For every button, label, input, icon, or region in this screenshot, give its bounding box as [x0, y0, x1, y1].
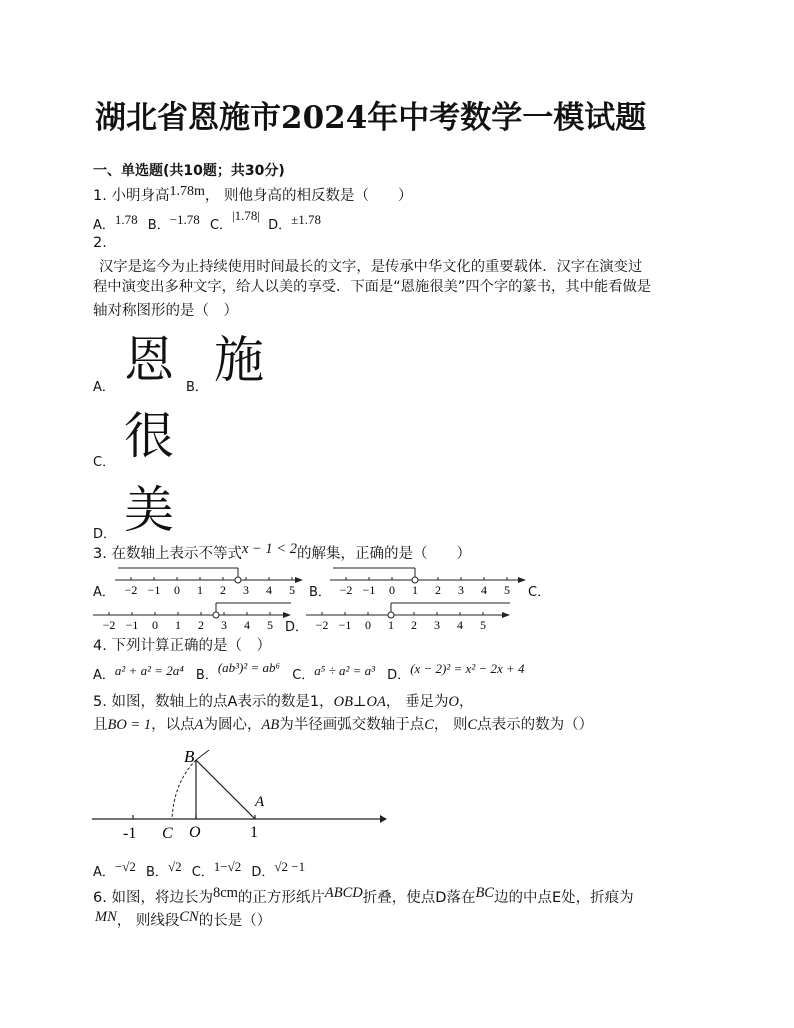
number-line-tick-label: 1 [388, 618, 394, 632]
number-line-tick-label: −2 [124, 583, 138, 596]
q5-line1-b: ， 垂足为 [385, 694, 449, 710]
q4-opt-b: (ab³)² = ab⁶ [217, 660, 281, 675]
q5-opt-b-label: B． [146, 865, 168, 880]
number-line-tick-label: −1 [338, 618, 352, 632]
q2-opt-b-label: B． [186, 380, 208, 395]
q5-line2-f: 点表示的数为（） [477, 717, 594, 733]
question-4-options [93, 660, 525, 683]
question-5-line-1 [93, 690, 473, 711]
q2-line-1: 汉字是迄今为止持续使用时间最长的文字，是传承中华文化的重要载体．汉字在演变过 [99, 259, 643, 275]
q1-opt-c: |1.78| [232, 208, 260, 223]
q5-opt-c-label: C． [191, 865, 214, 880]
q5-opt-c: 1−√2 [213, 859, 242, 874]
q4-opt-d-label: D． [387, 668, 411, 683]
q5-label-neg1: -1 [123, 825, 137, 842]
number-line-tick-label: 2 [220, 583, 226, 596]
q5-opt-a: −√2 [114, 859, 136, 874]
q4-stem: 4. 下列计算正确的是（ ） [93, 638, 271, 654]
q6-mn: MN [95, 909, 117, 925]
q3-opt-b-label: B． [309, 585, 331, 600]
q3-opt-d-label: D． [285, 620, 309, 635]
q6-text-e: ， 则线段 [116, 913, 180, 929]
number-line-tick-label: −1 [125, 618, 139, 632]
number-line-tick-label: 3 [243, 583, 249, 596]
number-line-tick-label: −2 [315, 618, 329, 632]
question-5-options [93, 861, 305, 880]
q5-line2-d: 为半径画弧交数轴于点 [279, 717, 425, 733]
number-line-tick-label: 3 [458, 583, 464, 596]
q3-text-a: 3. 在数轴上表示不等式 [93, 546, 242, 562]
q4-opt-a-label: A． [93, 668, 115, 683]
q5-line2-pa: A [194, 717, 204, 733]
q6-cn: CN [179, 909, 199, 925]
q6-bc: BC [475, 885, 494, 901]
number-line-tick-label: 5 [504, 583, 510, 596]
q2-number: 2. [93, 235, 107, 251]
q5-arc-extension [196, 750, 209, 760]
number-line-tick-label: 2 [435, 583, 441, 596]
q6-len: 8cm [212, 885, 238, 901]
q5-line1-perp: OB⊥OA [333, 694, 386, 710]
q5-line2-b: ，以点 [151, 717, 195, 733]
number-line-tick-label: 0 [365, 618, 371, 632]
q5-line1-o: O [448, 694, 459, 710]
q5-label-c: C [162, 825, 173, 842]
q2-opt-d-label: D． [93, 527, 117, 542]
number-line-tick-label: 5 [289, 583, 295, 596]
question-1-stem [93, 184, 412, 205]
page-title: 湖北省恩施市2024年中考数学一模试题 [95, 100, 647, 136]
number-line-tick-label: 1 [197, 583, 203, 596]
q5-opt-d-label: D． [251, 865, 275, 880]
q1-opt-c-label: C． [209, 218, 233, 233]
q1-opt-b: −1.78 [169, 212, 200, 227]
number-line-tick-label: −1 [362, 583, 376, 596]
q5-opt-a-label: A． [93, 865, 115, 880]
number-line-tick-label: 3 [434, 618, 440, 632]
number-line-tick-label: 3 [221, 618, 227, 632]
q5-opt-d: √2 −1 [274, 859, 306, 874]
number-line-tick-label: 5 [480, 618, 486, 632]
q3-opt-c-number-line [93, 597, 293, 633]
q1-opt-a-label: A． [93, 218, 115, 233]
q5-figure [92, 742, 392, 847]
q1-text-b: ， 则他身高的相反数是（ ） [204, 188, 413, 204]
q5-line2-pc: C [424, 717, 434, 733]
number-line-tick-label: 0 [152, 618, 158, 632]
q5-dashed-arc [172, 760, 196, 819]
q6-text-d: 边的中点E处，折痕为 [493, 890, 634, 906]
question-5-line-2 [93, 713, 593, 734]
question-6-line-1 [93, 886, 634, 907]
q5-line1-c: ， [458, 694, 474, 710]
number-line-tick-label: 0 [389, 583, 395, 596]
number-line-tick-label: 5 [267, 618, 273, 632]
q6-abcd: ABCD [324, 885, 363, 901]
q2-opt-b-seal-char: 施 [214, 331, 264, 389]
q1-text-a: 1. 小明身高 [93, 188, 170, 204]
section-heading: 一、单选题(共10题；共30分) [93, 163, 285, 179]
q4-opt-d: (x − 2)² = x² − 2x + 4 [410, 661, 525, 676]
q5-label-one: 1 [250, 824, 258, 841]
q5-axis-arrow [380, 815, 387, 823]
q5-line2-c: 为圆心， [203, 717, 262, 733]
q2-opt-d-seal-char: 美 [124, 481, 174, 539]
q2-line-2: 程中演变出多种文字，给人以美的享受．下面是“恩施很美”四个字的篆书，其中能看做是 [93, 279, 652, 295]
q5-label-a: A [255, 794, 265, 810]
q1-opt-d-label: D． [268, 218, 292, 233]
q3-opt-a-label: A． [93, 585, 115, 600]
q5-line2-bo: BO = 1 [107, 717, 152, 733]
q5-line2-a: 且 [93, 717, 108, 733]
q3-opt-d-number-line [306, 597, 516, 633]
q3-opt-b-number-line [330, 562, 530, 596]
q6-text-c: 折叠，使点D落在 [362, 890, 476, 906]
q4-opt-a: a² + a² = 2a⁴ [114, 663, 184, 678]
q1-opt-d: ±1.78 [291, 212, 322, 227]
q2-opt-a-label: A． [93, 380, 115, 395]
q5-line2-e: ， 则 [433, 717, 468, 733]
q5-line2-pc2: C [467, 717, 478, 733]
q5-segment-ab [196, 760, 255, 819]
q1-opt-b-label: B． [147, 218, 170, 233]
q4-opt-c-label: C． [292, 668, 315, 683]
q5-opt-b: √2 [167, 859, 182, 874]
number-line-tick-label: −1 [147, 583, 161, 596]
number-line-tick-label: 4 [244, 618, 250, 632]
question-6-line-2 [95, 909, 271, 930]
q2-opt-c-label: C． [93, 455, 116, 470]
number-line-tick-label: 2 [198, 618, 204, 632]
q5-line2-ab: AB [261, 717, 280, 733]
number-line-tick-label: 0 [174, 583, 180, 596]
number-line-tick-label: 4 [457, 618, 463, 632]
q5-label-b: B [184, 747, 195, 766]
q6-text-f: 的长是（） [198, 913, 272, 929]
question-1-options [93, 208, 322, 233]
number-line-tick-label: 4 [481, 583, 487, 596]
q5-label-o: O [189, 824, 201, 841]
number-line-tick-label: 2 [411, 618, 417, 632]
q1-opt-a: 1.78 [114, 212, 138, 227]
q3-inequality: x − 1 < 2 [241, 541, 297, 557]
number-line-tick-label: 1 [175, 618, 181, 632]
number-line-tick-label: −2 [339, 583, 353, 596]
q3-text-b: 的解集，正确的是（ ） [296, 546, 471, 562]
q3-opt-a-number-line [115, 562, 305, 596]
q4-opt-c: a⁵ ÷ a² = a³ [314, 663, 376, 678]
q5-line1-a: 5. 如图，数轴上的点A表示的数是1， [93, 694, 334, 710]
question-3-stem [93, 542, 471, 563]
q2-opt-a-seal-char: 恩 [124, 331, 174, 389]
q2-line-3: 轴对称图形的是（ ） [93, 303, 238, 319]
q4-opt-b-label: B． [195, 668, 218, 683]
q1-height: 1.78m [169, 184, 205, 199]
number-line-tick-label: 4 [266, 583, 272, 596]
q3-opt-c-label: C． [528, 585, 551, 600]
q2-opt-c-seal-char: 很 [124, 407, 174, 465]
q6-text-b: 的正方形纸片 [237, 890, 325, 906]
number-line-tick-label: 1 [412, 583, 418, 596]
number-line-tick-label: −2 [102, 618, 116, 632]
q6-text-a: 6. 如图，将边长为 [93, 890, 213, 906]
